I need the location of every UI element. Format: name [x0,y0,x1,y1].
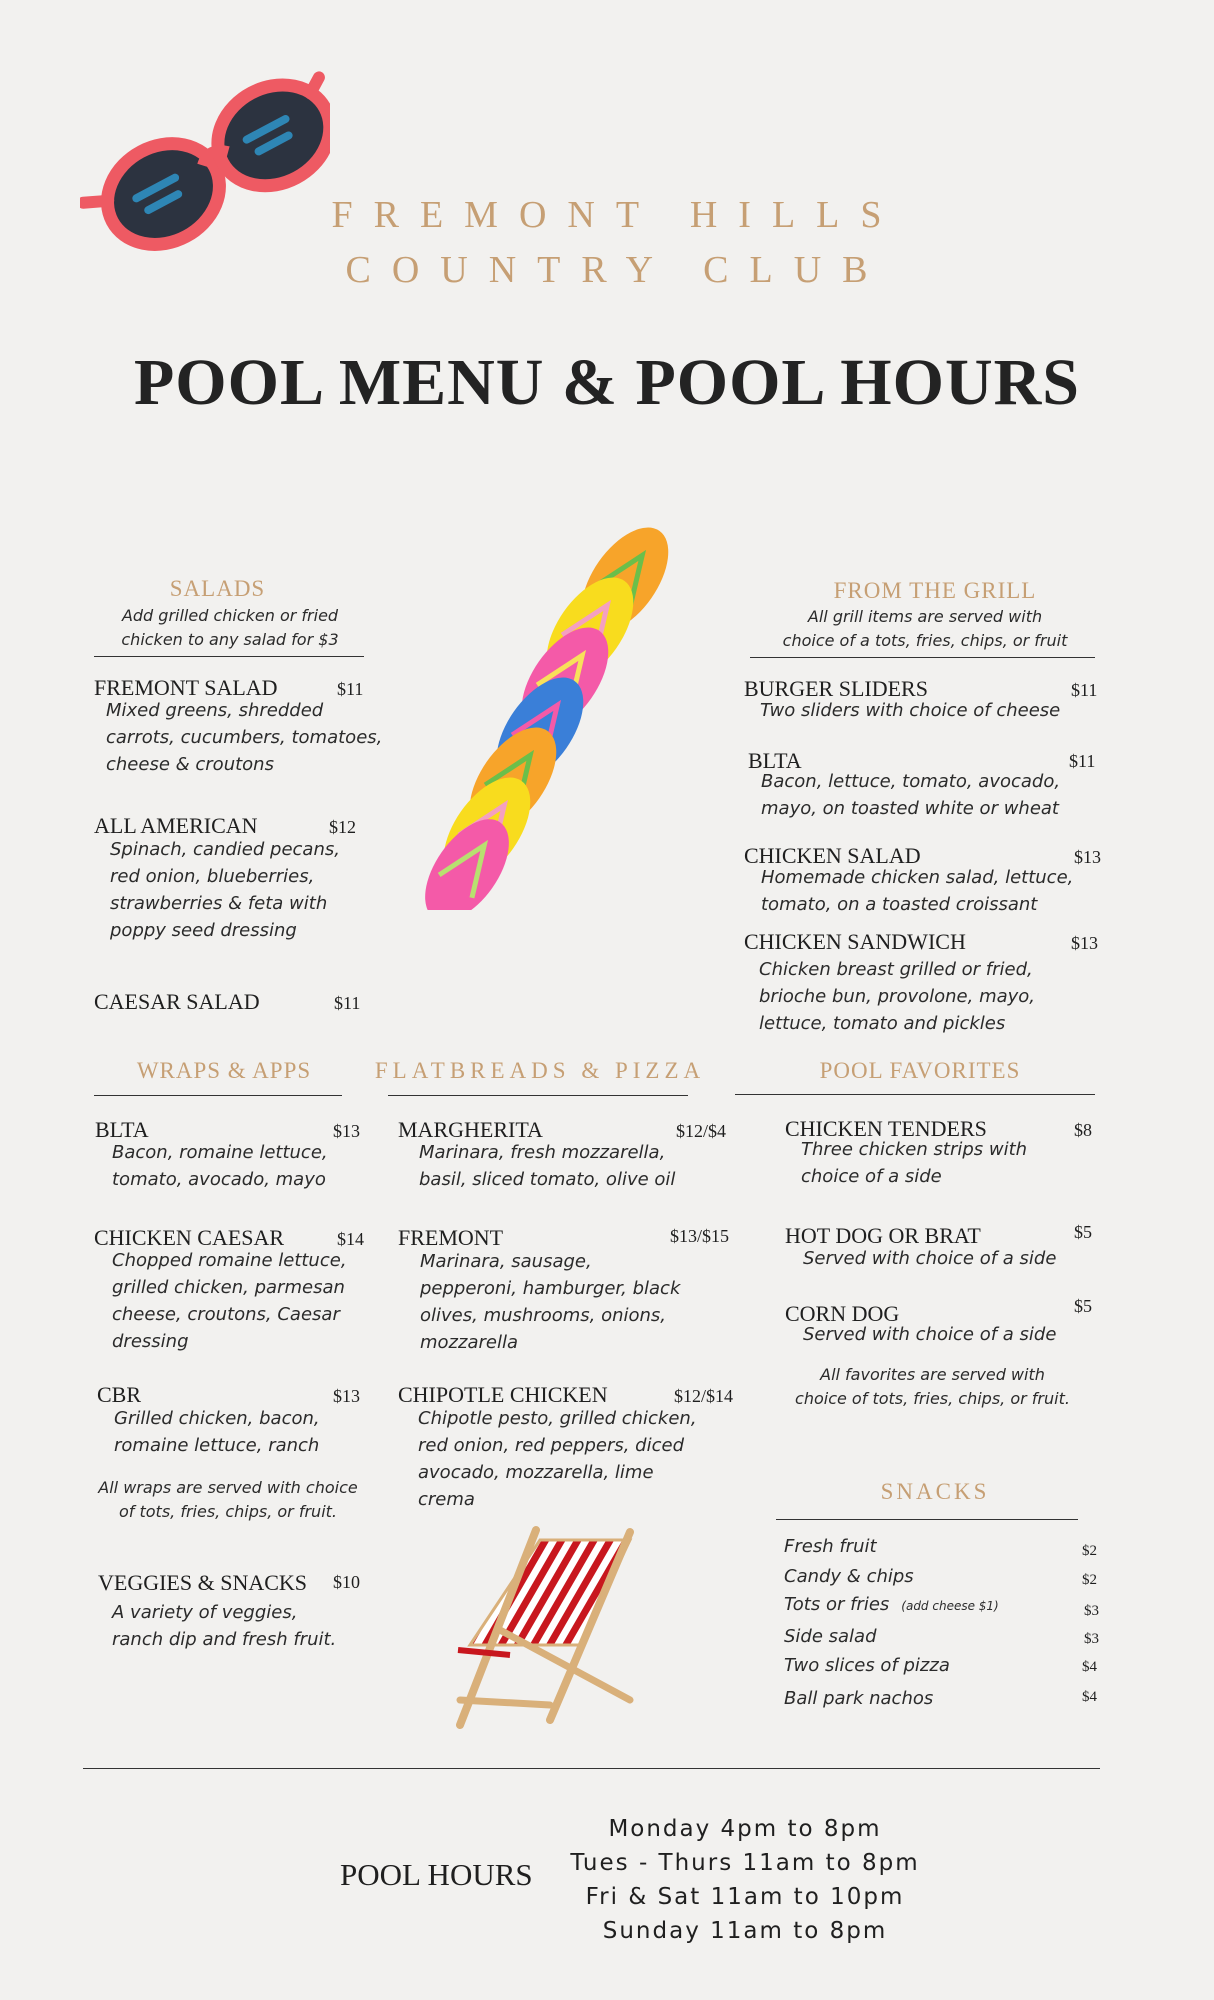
flatbread-item-name: FREMONT [398,1225,504,1250]
grill-item-desc: Two sliders with choice of cheese [760,700,1061,721]
hours-line: Tues - Thurs 11am to 8pm [570,1850,920,1876]
flatbread-item-desc: Marinara, fresh mozzarella, basil, sliced tomato, olive oil [419,1142,676,1190]
snack-item-price: $2 [1082,1572,1097,1588]
wrap-item-desc: Bacon, romaine lettuce, tomato, avocado, mayo [112,1142,328,1190]
pool-hours-schedule [545,1812,945,1948]
snack-item-name: Ball park nachos [784,1688,934,1709]
grill-note: All grill items are served with choice of a tots, fries, chips, or fruit [782,607,1068,650]
grill-item-desc: Bacon, lettuce, tomato, avocado, mayo, on toasted white or wheat [761,771,1061,819]
grill-item-price: $11 [1069,751,1096,771]
grill-item-price: $13 [1074,847,1101,867]
grill-item-name: CHICKEN SANDWICH [744,929,966,954]
flatbread-item-name: CHIPOTLE CHICKEN [398,1382,608,1407]
snack-item-note: (add cheese $1) [901,1599,999,1613]
salad-item-desc: Spinach, candied pecans, red onion, blueberries, strawberries & feta with poppy seed dressing [110,839,340,941]
favorite-item-name: HOT DOG OR BRAT [785,1223,981,1248]
snacks-heading: SNACKS [880,1479,990,1504]
snack-item-name: Two slices of pizza [784,1655,950,1676]
salad-item-price: $12 [329,817,356,837]
club-name-line1: FREMONT HILLS [331,194,903,236]
favorite-item-price: $8 [1074,1120,1092,1140]
flatbread-item-desc: Marinara, sausage, pepperoni, hamburger, black olives, mushrooms, onions, mozzarella [420,1251,681,1353]
grill-heading: FROM THE GRILL [833,578,1037,603]
favorite-item-desc: Served with choice of a side [803,1324,1057,1345]
pool-hours-label: POOL HOURS [340,1857,533,1892]
salad-item-price: $11 [334,993,361,1013]
favorite-item-price: $5 [1074,1296,1092,1316]
hours-line: Monday 4pm to 8pm [608,1816,882,1842]
page-title: POOL MENU & POOL HOURS [133,346,1081,419]
favorite-item-price: $5 [1074,1222,1092,1242]
grill-item-price: $11 [1071,680,1098,700]
wrap-item-desc: Chopped romaine lettuce, grilled chicken, parmesan cheese, croutons, Caesar dressing [112,1250,347,1352]
wrap-item-desc: Grilled chicken, bacon, romaine lettuce, ranch [114,1408,320,1456]
favorites-heading: POOL FAVORITES [819,1058,1021,1083]
snack-item-name: Side salad [784,1626,877,1647]
salad-item-name: CAESAR SALAD [94,989,260,1014]
flatbread-item-desc: Chipotle pesto, grilled chicken, red onion, red peppers, diced avocado, mozzarella, lime crema [418,1408,697,1510]
club-name-line2: COUNTRY CLUB [345,249,889,291]
hours-line: Fri & Sat 11am to 10pm [585,1884,905,1910]
grill-item-name: CHICKEN SALAD [744,843,921,868]
wraps-divider [94,1095,342,1096]
salad-item-name: ALL AMERICAN [94,813,258,838]
flatbread-item-name: MARGHERITA [398,1117,543,1142]
flip-flops-icon [415,525,715,910]
favorite-item-desc: Served with choice of a side [803,1248,1057,1269]
grill-divider [750,657,1095,658]
flatbread-item-price: $12/$14 [674,1386,734,1406]
salad-item-desc: Mixed greens, shredded carrots, cucumbers, tomatoes, cheese & croutons [106,700,383,775]
snack-item-name: Fresh fruit [784,1536,877,1557]
hours-divider [83,1768,1100,1769]
favorites-note: All favorites are served with choice of tots, fries, chips, or fruit. [795,1365,1070,1408]
flatbread-item-price: $13/$15 [670,1226,730,1246]
grill-item-desc: Chicken breast grilled or fried, brioche bun, provolone, mayo, lettuce, tomato and pickles [759,959,1036,1034]
favorites-divider [735,1094,1095,1095]
flatbreads-heading: FLATBREADS & PIZZA [374,1058,706,1083]
favorite-item-name: CORN DOG [785,1301,900,1326]
snack-item-price: $4 [1082,1689,1097,1705]
salads-heading: SALADS [169,576,266,601]
snack-item-name: Tots or fries (add cheese $1) [784,1594,999,1615]
wrap-item-price: $10 [333,1572,360,1592]
flatbread-item-price: $12/$4 [676,1121,727,1141]
grill-item-name: BURGER SLIDERS [744,676,928,701]
wrap-item-desc: A variety of veggies, ranch dip and fresh fruit. [112,1602,337,1650]
hours-line: Sunday 11am to 8pm [602,1918,888,1944]
wrap-item-name: CBR [97,1382,142,1407]
wrap-item-name: BLTA [95,1117,149,1142]
flatbreads-divider [388,1095,688,1096]
wrap-item-name: CHICKEN CAESAR [94,1225,285,1250]
wrap-item-name: VEGGIES & SNACKS [98,1570,308,1595]
wraps-note: All wraps are served with choice of tots, fries, chips, or fruit. [98,1478,358,1521]
favorite-item-name: CHICKEN TENDERS [785,1116,987,1141]
snacks-divider [776,1519,1078,1520]
salads-note: Add grilled chicken or fried chicken to any salad for $3 [121,606,339,649]
salads-divider [94,656,364,657]
wrap-item-price: $13 [333,1121,360,1141]
snack-item-price: $3 [1084,1603,1099,1619]
snack-item-name: Candy & chips [784,1566,914,1587]
snack-item-price: $4 [1082,1659,1097,1675]
grill-item-desc: Homemade chicken salad, lettuce, tomato, on a toasted croissant [761,867,1074,915]
snack-item-price: $2 [1082,1543,1097,1559]
deck-chair-icon [440,1520,640,1730]
favorite-item-desc: Three chicken strips with choice of a side [801,1139,1028,1187]
grill-item-price: $13 [1071,933,1098,953]
wrap-item-price: $14 [337,1229,364,1249]
salad-item-price: $11 [337,679,364,699]
wraps-heading: WRAPS & APPS [136,1058,312,1083]
wrap-item-price: $13 [333,1386,360,1406]
snack-item-price: $3 [1084,1631,1099,1647]
grill-item-name: BLTA [748,748,802,773]
salad-item-name: FREMONT SALAD [94,675,278,700]
